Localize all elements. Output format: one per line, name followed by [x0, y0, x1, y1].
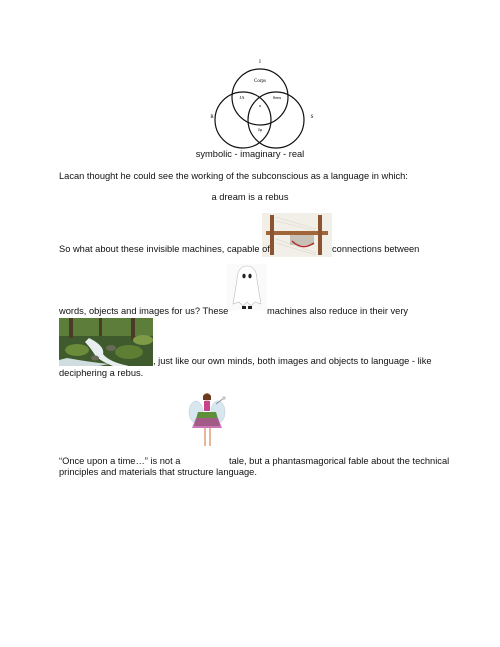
rebus-line: a dream is a rebus [211, 192, 289, 202]
paragraph-4-part-b: tale, but a phantasmagorical fable about the technical [229, 456, 450, 466]
paragraph-2-part-b: machines also reduce in their very [267, 306, 409, 316]
label-sens: Sens [272, 95, 282, 100]
fairy-costume-image [186, 390, 230, 452]
intro-paragraph: Lacan thought he could see the working of the subconscious as a language in which: [59, 171, 408, 181]
forest-stream-image [59, 318, 153, 366]
paragraph-4-part-a: “Once upon a time…” is not a [59, 456, 181, 466]
diagram-caption: symbolic - imaginary - real [195, 149, 305, 159]
paragraph-3-part-b: deciphering a rebus. [59, 368, 144, 378]
weaving-loom-image [262, 213, 332, 257]
paragraph-4-part-c: principles and materials that structure language. [59, 467, 257, 477]
label-jphi: Jφ [257, 127, 263, 132]
label-s: S [310, 115, 314, 120]
ghost-costume-image [227, 264, 267, 310]
paragraph-1-part-a: So what about these invisible machines, capable of [59, 244, 270, 254]
real-circle [215, 92, 271, 148]
label-a: a [259, 103, 261, 108]
label-ja: JA [239, 95, 245, 100]
label-i: I [259, 60, 261, 65]
label-corps: Corps [254, 79, 266, 84]
label-r: R [210, 115, 214, 120]
paragraph-1-part-b: connections between [332, 244, 420, 254]
paragraph-3-part-a: , just like our own minds, both images and objects to language - like [153, 356, 432, 366]
paragraph-2-part-a: words, objects and images for us? These [59, 306, 229, 316]
borromean-knot-diagram [200, 55, 330, 155]
